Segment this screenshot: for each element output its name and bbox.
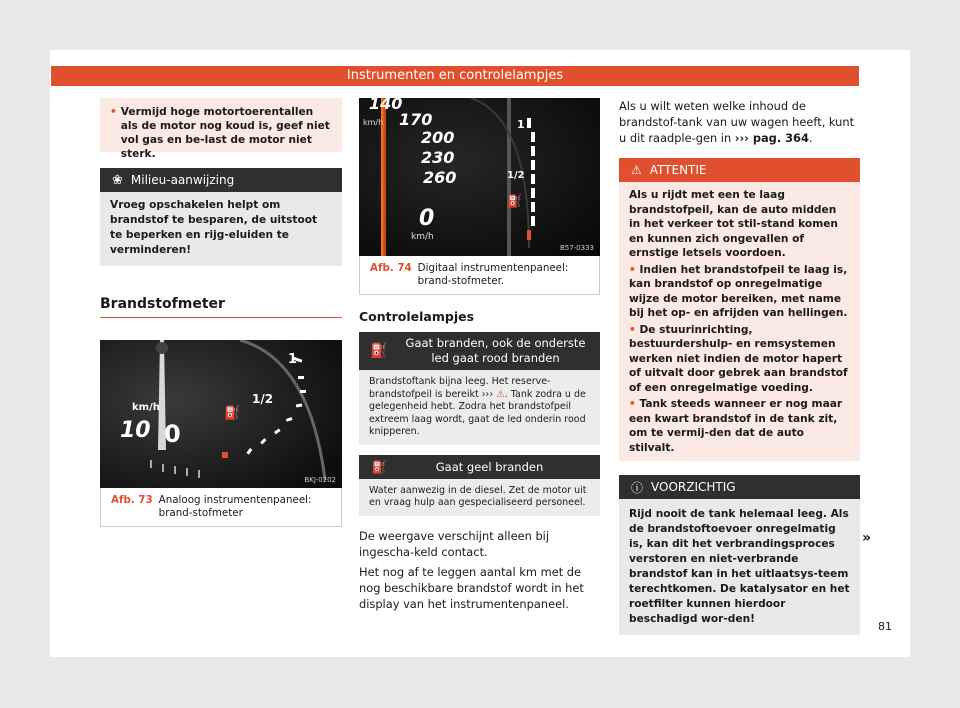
- warning-bullet-box: [100, 98, 342, 160]
- indicator-red-title: Gaat branden, ook de onderste led gaat rood branden: [405, 336, 586, 365]
- kmh-label: km/h: [132, 402, 160, 413]
- environment-note: [100, 168, 342, 266]
- voorzichtig-body: Rijd nooit de tank helemaal leeg. Als de brandstoftoevoer onregelmatig is, kan dit het verbrandingsproces verstoren en niet-verbrande brandstof kan in het uitlaatsys-teem terechtkomen. De katalysator en het roetfilter kunnen hierdoor beschadigd wor-den!: [619, 499, 860, 635]
- attentie-body: [619, 182, 860, 461]
- figure-74-label: Afb. 74: [370, 262, 412, 274]
- voorzichtig-box: [619, 475, 860, 635]
- indicator-red-header: [359, 332, 600, 370]
- bullet-icon: •: [629, 263, 640, 276]
- fuel-zero-label: 0: [164, 420, 181, 448]
- attentie-bullet-text: Tank steeds wanneer er nog maar een kwart brandstof in de tank zit, om te vermij-den dat de auto stilvalt.: [629, 398, 843, 454]
- bullet-icon: •: [629, 323, 640, 336]
- attentie-bullet-text: De stuurinrichting, bestuurdershulp- en remsystemen werken niet indien de motor hapert of uitvalt door gebrek aan brandstof of een onregelmatige voeding.: [629, 323, 848, 394]
- tank-capacity-end: .: [808, 131, 813, 145]
- page-header: Instrumenten en controlelampjes: [51, 66, 859, 86]
- warning-triangle-icon: ⚠: [496, 388, 505, 400]
- fuel-pump-icon: ⛽: [224, 406, 241, 421]
- analog-gauge-graphic: [100, 340, 342, 488]
- indicator-red-text1: Brandstoftank bijna leeg. Het reserve-brandstofpeil is bereikt: [369, 376, 551, 400]
- kmh-top-label: km/h: [363, 118, 384, 127]
- environment-note-body: Vroeg opschakelen helpt om brandstof te besparen, de uitstoot te beperken en rijg-eluiden te verminderen!: [100, 192, 342, 266]
- indicator-red: [359, 332, 600, 445]
- speed-230-label: 230: [421, 148, 455, 167]
- reference-arrow: ›››: [481, 388, 494, 400]
- continue-arrow: »: [862, 530, 872, 546]
- column-middle: [359, 98, 600, 612]
- tank-capacity-text: Als u wilt weten welke inhoud de brandstof-tank van uw wagen heeft, kunt u dit raadple-gen in: [619, 99, 855, 145]
- attentie-box: [619, 158, 860, 461]
- figure-74-caption-text: Digitaal instrumentenpaneel: brand-stofmeter.: [417, 262, 569, 287]
- column-left: [100, 98, 342, 527]
- speed-zero-label: 0: [419, 206, 435, 231]
- indicator-yellow-body: Water aanwezig in de diesel. Zet de motor uit en vraag hulp aan gespecialiseerd personeel.: [359, 479, 600, 516]
- page-reference: ››› pag. 364: [734, 131, 809, 145]
- fuel-half-label: 1/2: [252, 392, 274, 406]
- bullet-icon: •: [110, 106, 117, 118]
- fuel-half-label: 1/2: [507, 170, 525, 181]
- section-title-fuel-gauge: Brandstofmeter: [100, 296, 342, 318]
- kmh-label: km/h: [411, 232, 434, 242]
- indicator-yellow-title: Gaat geel branden: [435, 459, 544, 474]
- page-number: 81: [878, 620, 892, 633]
- speed-170-label: 170: [399, 110, 433, 129]
- figure-74-digital-gauge: [359, 98, 600, 256]
- attentie-bullet: [629, 397, 850, 455]
- figure-73-caption-text: Analoog instrumentenpaneel: brand-stofmeter: [158, 494, 312, 519]
- fuel-one-label: 1: [288, 352, 298, 367]
- environment-note-title: Milieu-aanwijzing: [130, 173, 235, 187]
- flower-icon: ❀: [112, 172, 123, 188]
- figure-73-analog-gauge: [100, 340, 342, 488]
- attentie-bullet-text: Indien het brandstofpeil te laag is, kan brandstof op onregelmatige wijze de motor bereiken, met name bij het op- en afrijden van hellingen.: [629, 263, 848, 319]
- fuel-pump-icon: ⛽: [507, 194, 522, 208]
- figure-73-label: Afb. 73: [111, 494, 153, 506]
- bullet-text: Vermijd hoge motortoerentallen als de motor nog koud is, geef niet vol gas en be-last de motor niet sterk.: [120, 106, 330, 160]
- voorzichtig-title: VOORZICHTIG: [651, 480, 736, 494]
- voorzichtig-header: [619, 475, 860, 499]
- indicator-yellow-header: [359, 455, 600, 479]
- warning-triangle-icon: ⚠: [631, 163, 642, 177]
- attentie-header: [619, 158, 860, 182]
- bullet-icon: •: [629, 398, 640, 410]
- attentie-bullet: [629, 263, 850, 321]
- attentie-bullet: [629, 323, 850, 396]
- attentie-title: ATTENTIE: [649, 163, 707, 177]
- paragraph-range: Het nog af te leggen aantal km met de nog beschikbare brandstof wordt in het display van het instrumentenpaneel.: [359, 564, 584, 611]
- speed-260-label: 260: [423, 168, 457, 187]
- fuel-pump-icon: ⛽: [370, 343, 388, 359]
- indicator-red-body: Brandstoftank bijna leeg. Het reserve-brandstofpeil is bereikt ››› ⚠. Tank zodra u de gelegenheid hebt. Zodra het brandstofpeil extreem laag wordt, gaat de led onderin rood knipperen.: [359, 370, 600, 445]
- figure-73-code: BKJ-0202: [304, 476, 336, 484]
- environment-note-header: [100, 168, 342, 192]
- info-circle-icon: ⓘ: [631, 480, 644, 495]
- speed-200-label: 200: [421, 128, 455, 147]
- indicator-yellow: [359, 455, 600, 516]
- attentie-lead: Als u rijdt met een te laag brandstofpeil, kan de auto midden in het verkeer tot stil-stand komen en kunnen zich ongevallen of ernstige letsels voordoen.: [629, 189, 838, 259]
- fuel-one-label: 1: [517, 118, 525, 131]
- column-right: [619, 98, 860, 635]
- paragraph-tank-capacity: [619, 98, 860, 146]
- figure-74-caption: [359, 256, 600, 295]
- paragraph-contact: De weergave verschijnt alleen bij ingescha-keld contact.: [359, 528, 550, 559]
- section-title-indicators: Controlelampjes: [359, 309, 475, 324]
- speed-140-label: 140: [369, 98, 403, 113]
- digital-gauge-graphic: [359, 98, 600, 256]
- figure-74-code: B57-0333: [559, 244, 594, 252]
- figure-73-caption: [100, 488, 342, 527]
- speed-10-label: 10: [120, 418, 151, 443]
- water-in-fuel-icon: ⛽: [371, 459, 387, 474]
- indicator-red-text2: Tank zodra u de gelegenheid hebt. Zodra het brandstofpeil extreem laag wordt, gaat de led onderin rood knipperen.: [369, 388, 586, 437]
